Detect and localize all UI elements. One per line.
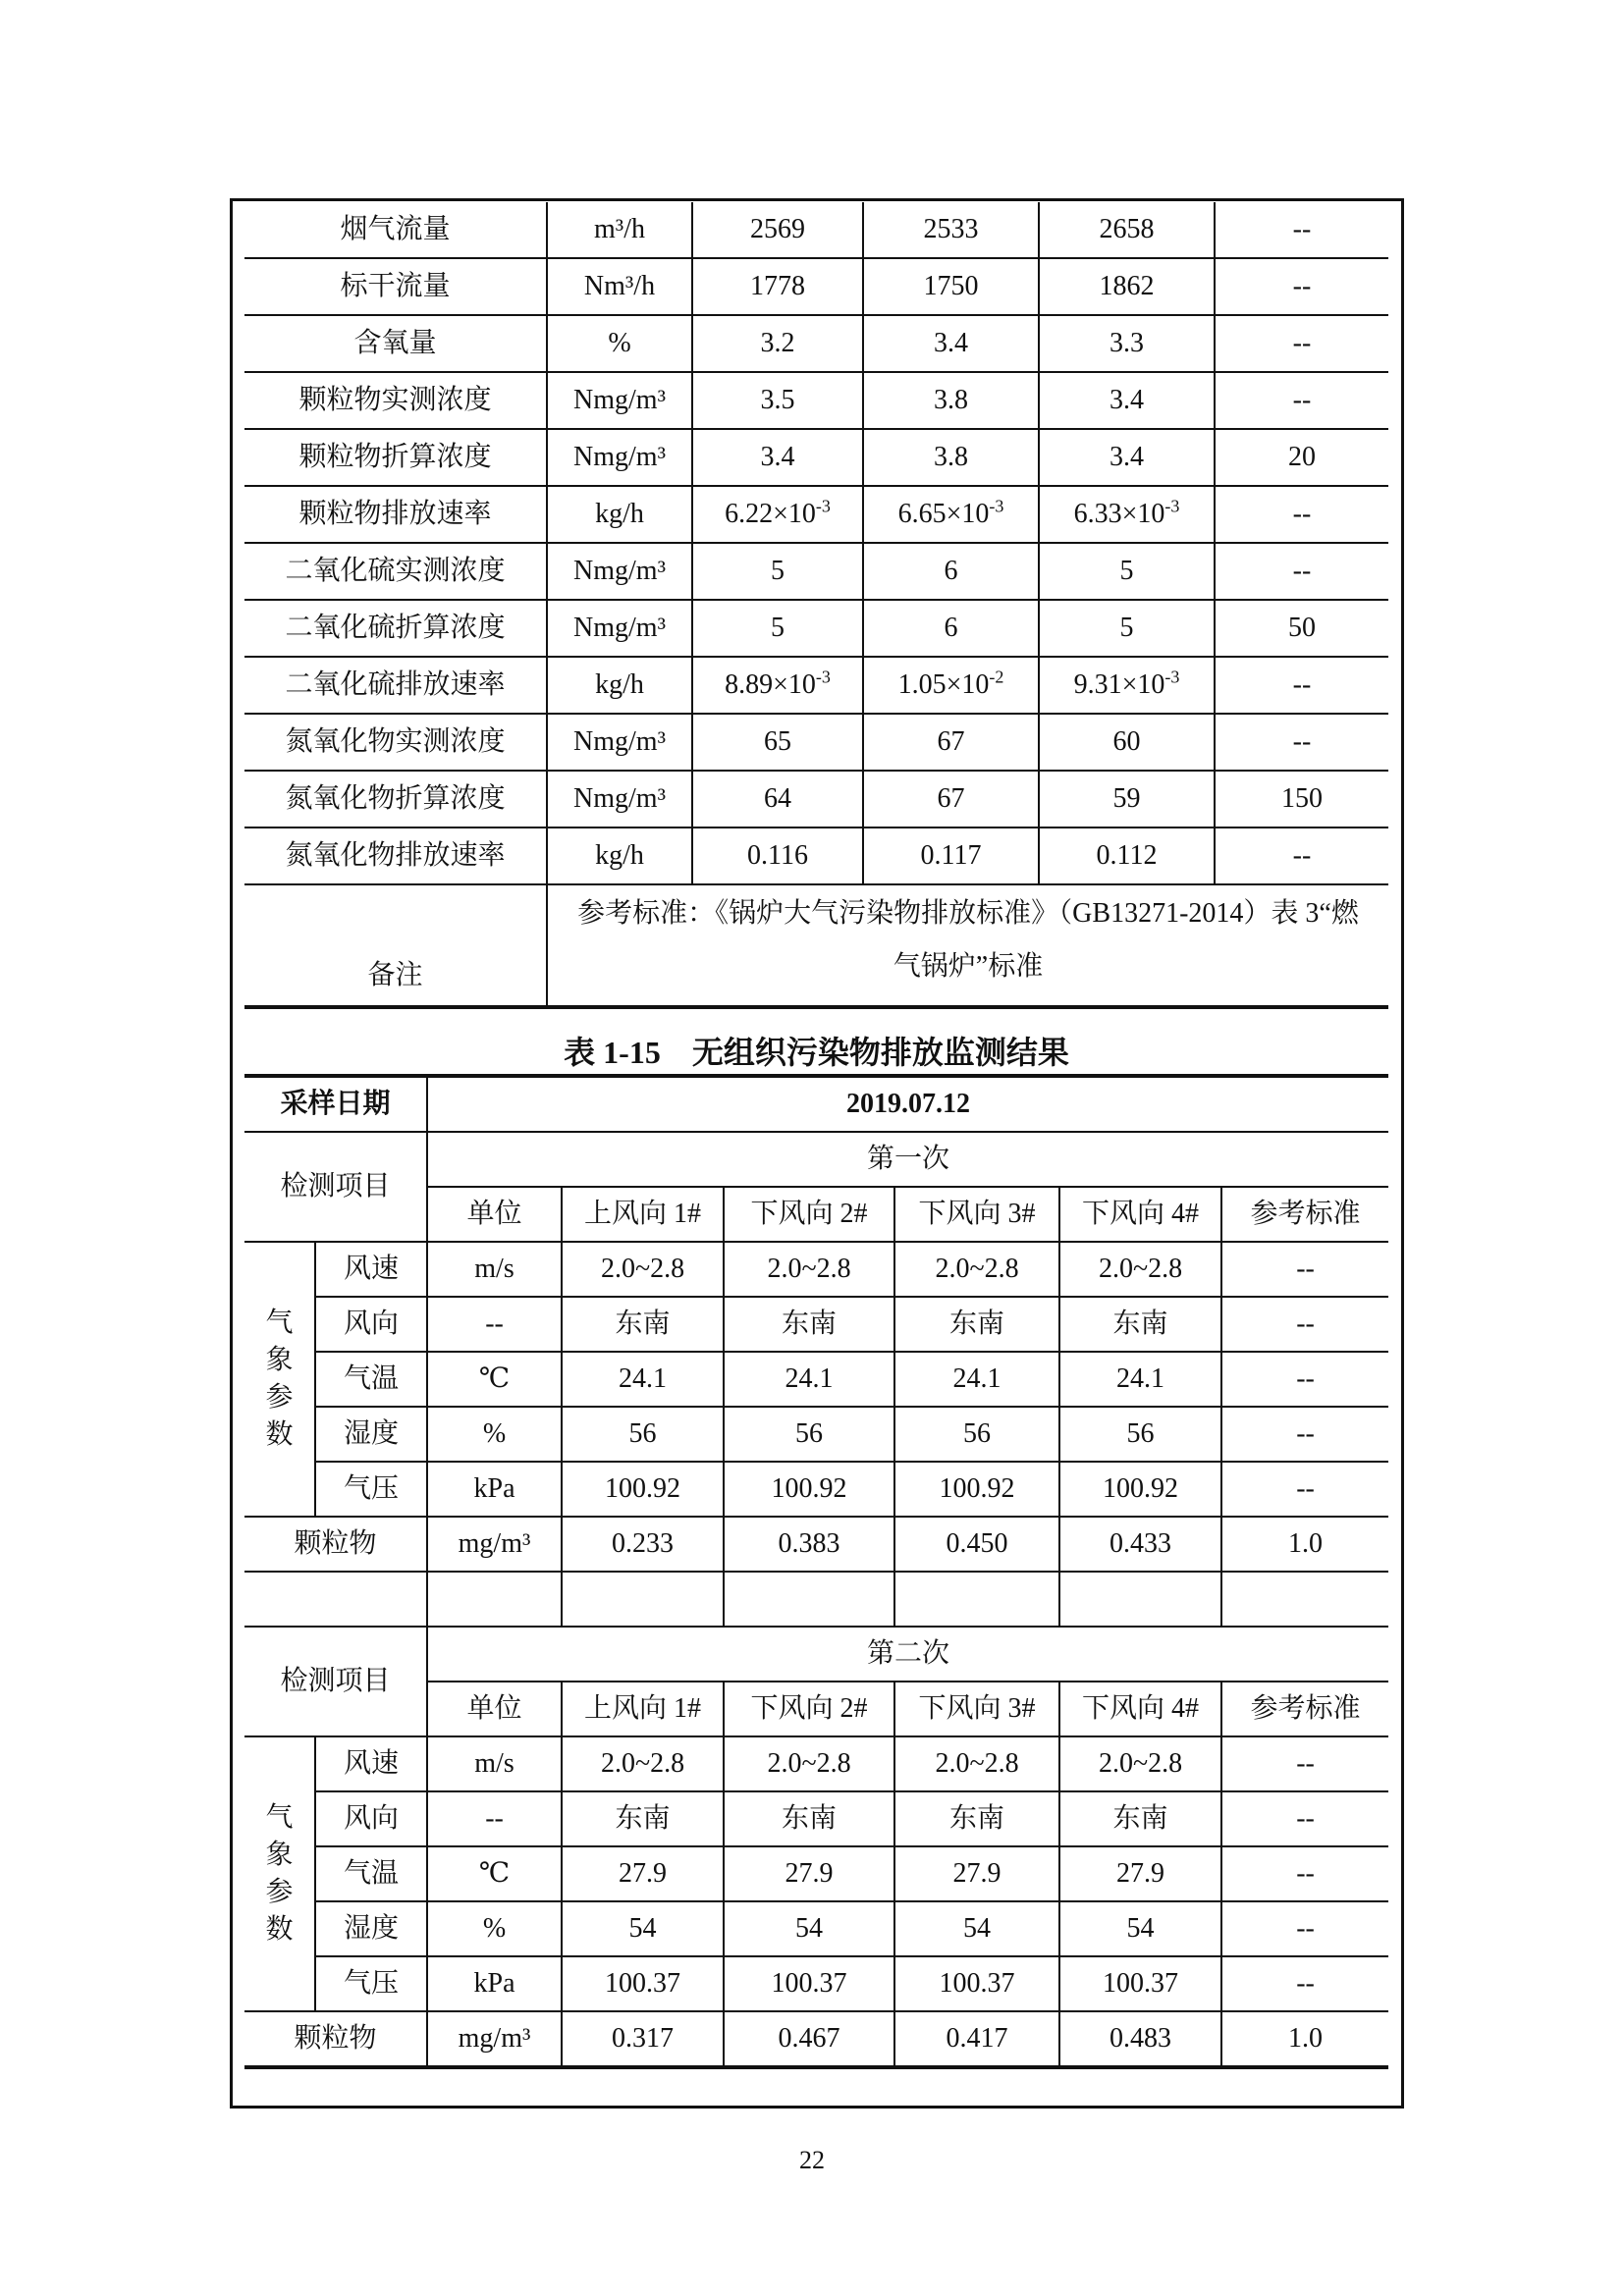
value-cell: 东南 bbox=[562, 1791, 724, 1846]
item-cell: 氮氧化物折算浓度 bbox=[244, 771, 547, 828]
weather-label-char: 象 bbox=[265, 1840, 294, 1870]
empty-cell bbox=[1059, 1572, 1221, 1627]
pm-name: 颗粒物 bbox=[244, 2011, 427, 2067]
value-cell: 3.4 bbox=[863, 315, 1039, 372]
value-cell: 2.0~2.8 bbox=[562, 1736, 724, 1791]
item-cell: 含氧量 bbox=[244, 315, 547, 372]
value-cell: 5 bbox=[1039, 543, 1215, 600]
empty-cell bbox=[894, 1572, 1059, 1627]
value-cell: 65 bbox=[692, 714, 863, 771]
value-cell: 东南 bbox=[894, 1297, 1059, 1352]
table-row bbox=[244, 315, 1388, 372]
value-cell: 27.9 bbox=[562, 1846, 724, 1901]
table-row bbox=[244, 1242, 1388, 1297]
item-cell: 标干流量 bbox=[244, 258, 547, 315]
unit-cell: ℃ bbox=[427, 1352, 562, 1407]
value-cell: 3.4 bbox=[1039, 429, 1215, 486]
value-cell: 1750 bbox=[863, 258, 1039, 315]
item-cell: 二氧化硫排放速率 bbox=[244, 657, 547, 714]
item-label: 检测项目 bbox=[244, 1132, 427, 1242]
unit-cell: Nmg/m³ bbox=[547, 429, 692, 486]
value-cell: 56 bbox=[724, 1407, 894, 1462]
table-row bbox=[244, 486, 1388, 543]
value-cell: 27.9 bbox=[724, 1846, 894, 1901]
empty-cell bbox=[1221, 1572, 1388, 1627]
standard-cell: -- bbox=[1221, 1462, 1388, 1517]
header-cell: 参考标准 bbox=[1221, 1682, 1388, 1736]
item-cell: 氮氧化物排放速率 bbox=[244, 828, 547, 884]
header-cell: 下风向 2# bbox=[724, 1682, 894, 1736]
value-cell: 3.3 bbox=[1039, 315, 1215, 372]
table-row bbox=[244, 657, 1388, 714]
table-row bbox=[244, 1407, 1388, 1462]
param-name: 风速 bbox=[315, 1736, 427, 1791]
standard-cell: -- bbox=[1221, 1736, 1388, 1791]
item-cell: 氮氧化物实测浓度 bbox=[244, 714, 547, 771]
param-name: 气压 bbox=[315, 1956, 427, 2011]
note-text bbox=[547, 884, 1388, 1007]
value-cell: 2.0~2.8 bbox=[894, 1242, 1059, 1297]
item-cell: 烟气流量 bbox=[340, 213, 451, 244]
param-name: 风向 bbox=[315, 1791, 427, 1846]
value-cell: 3.8 bbox=[863, 429, 1039, 486]
value-cell: 100.37 bbox=[1059, 1956, 1221, 2011]
standard-cell: -- bbox=[1221, 1242, 1388, 1297]
unit-cell: Nmg/m³ bbox=[547, 372, 692, 429]
standard-cell: -- bbox=[1221, 1846, 1388, 1901]
value-cell: 2.0~2.8 bbox=[724, 1242, 894, 1297]
item-cell: 二氧化硫实测浓度 bbox=[244, 543, 547, 600]
value-cell: 60 bbox=[1039, 714, 1215, 771]
table-row bbox=[244, 1627, 1388, 1682]
standard-cell: -- bbox=[1215, 543, 1388, 600]
value-cell: 27.9 bbox=[894, 1846, 1059, 1901]
param-name: 风速 bbox=[315, 1242, 427, 1297]
value-cell: 2.0~2.8 bbox=[1059, 1242, 1221, 1297]
standard-cell: -- bbox=[1221, 1901, 1388, 1956]
value-cell: 64 bbox=[692, 771, 863, 828]
value-cell: 东南 bbox=[562, 1297, 724, 1352]
value-cell: 6 bbox=[863, 600, 1039, 657]
unit-cell: -- bbox=[427, 1297, 562, 1352]
unit-cell: kg/h bbox=[547, 486, 692, 543]
standard-cell: -- bbox=[1215, 315, 1388, 372]
header-cell: 上风向 1# bbox=[562, 1682, 724, 1736]
table-row bbox=[244, 1736, 1388, 1791]
unit-cell: Nm³/h bbox=[547, 258, 692, 315]
value-cell: 100.37 bbox=[724, 1956, 894, 2011]
fugitive-emission-table bbox=[244, 1074, 1388, 2103]
value-cell: 56 bbox=[562, 1407, 724, 1462]
value-cell: 100.92 bbox=[562, 1462, 724, 1517]
standard-cell: 1.0 bbox=[1221, 1517, 1388, 1572]
value-cell: 54 bbox=[562, 1901, 724, 1956]
note-line: 气锅炉”标准 bbox=[893, 951, 1044, 982]
weather-label-char: 参 bbox=[265, 1382, 294, 1413]
table-row bbox=[244, 2011, 1388, 2067]
table-row bbox=[244, 1791, 1388, 1846]
value-cell: $1.05\times 10^{-2}$ bbox=[863, 657, 1039, 714]
note-row bbox=[244, 884, 1388, 1007]
unit-cell: mg/m³ bbox=[427, 1517, 562, 1572]
table-row bbox=[244, 543, 1388, 600]
standard-cell: -- bbox=[1215, 486, 1388, 543]
value-cell: 67 bbox=[863, 771, 1039, 828]
unit-cell: % bbox=[427, 1407, 562, 1462]
table-row bbox=[244, 1462, 1388, 1517]
value-cell: 24.1 bbox=[562, 1352, 724, 1407]
unit-cell: m/s bbox=[427, 1242, 562, 1297]
round-label: 第二次 bbox=[427, 1627, 1388, 1682]
value-cell: 5 bbox=[692, 543, 863, 600]
value-cell: 0.116 bbox=[692, 828, 863, 884]
unit-cell: % bbox=[427, 1901, 562, 1956]
standard-cell: -- bbox=[1215, 202, 1388, 258]
value-cell: 东南 bbox=[724, 1791, 894, 1846]
standard-cell: 50 bbox=[1215, 600, 1388, 657]
value-cell: 3.2 bbox=[692, 315, 863, 372]
table-row bbox=[244, 258, 1388, 315]
round-label: 第一次 bbox=[427, 1132, 1388, 1187]
value-cell: 0.233 bbox=[562, 1517, 724, 1572]
header-cell: 下风向 2# bbox=[724, 1187, 894, 1242]
empty-cell bbox=[724, 1572, 894, 1627]
value-cell: 5 bbox=[692, 600, 863, 657]
boiler-emission-table bbox=[244, 202, 1388, 1009]
table-row bbox=[244, 372, 1388, 429]
standard-cell: 1.0 bbox=[1221, 2011, 1388, 2067]
value-cell: 100.37 bbox=[562, 1956, 724, 2011]
note-label: 备注 bbox=[244, 884, 547, 1007]
header-cell: 下风向 4# bbox=[1059, 1682, 1221, 1736]
standard-cell: -- bbox=[1221, 1956, 1388, 2011]
value-cell: 2.0~2.8 bbox=[724, 1736, 894, 1791]
value-cell: 0.117 bbox=[863, 828, 1039, 884]
weather-label-char: 象 bbox=[265, 1345, 294, 1375]
standard-cell: -- bbox=[1215, 258, 1388, 315]
value-cell: 3.8 bbox=[863, 372, 1039, 429]
value-cell: 2.0~2.8 bbox=[894, 1736, 1059, 1791]
unit-cell: Nmg/m³ bbox=[547, 714, 692, 771]
value-cell: 6 bbox=[863, 543, 1039, 600]
standard-cell: -- bbox=[1215, 372, 1388, 429]
value-cell: 100.92 bbox=[724, 1462, 894, 1517]
item-cell: 颗粒物排放速率 bbox=[244, 486, 547, 543]
value-cell: 3.4 bbox=[1039, 372, 1215, 429]
value-cell: 2533 bbox=[863, 202, 1039, 258]
table-row bbox=[244, 1517, 1388, 1572]
param-name: 气温 bbox=[315, 1352, 427, 1407]
table-row bbox=[244, 1901, 1388, 1956]
value-cell: 54 bbox=[894, 1901, 1059, 1956]
pm-name: 颗粒物 bbox=[244, 1517, 427, 1572]
value-cell: 100.92 bbox=[894, 1462, 1059, 1517]
header-cell: 下风向 3# bbox=[894, 1187, 1059, 1242]
table-title: 表 1-15 无组织污染物排放监测结果 bbox=[564, 1035, 1069, 1070]
empty-cell bbox=[562, 1572, 724, 1627]
note-line: 参考标准：《锅炉大气污染物排放标准》（GB13271-2014）表 3“燃 bbox=[577, 898, 1359, 929]
unit-cell: Nmg/m³ bbox=[547, 771, 692, 828]
empty-cell bbox=[244, 1572, 427, 1627]
standard-cell: -- bbox=[1221, 1407, 1388, 1462]
standard-cell: -- bbox=[1221, 1352, 1388, 1407]
value-cell: 2569 bbox=[692, 202, 863, 258]
param-name: 湿度 bbox=[315, 1407, 427, 1462]
value-cell: 56 bbox=[894, 1407, 1059, 1462]
param-name: 气温 bbox=[315, 1846, 427, 1901]
value-cell: 0.112 bbox=[1039, 828, 1215, 884]
value-cell: 67 bbox=[863, 714, 1039, 771]
table-row bbox=[244, 1846, 1388, 1901]
value-cell: 1862 bbox=[1039, 258, 1215, 315]
table-row bbox=[244, 1352, 1388, 1407]
unit-cell: kg/h bbox=[547, 828, 692, 884]
value-cell: 0.450 bbox=[894, 1517, 1059, 1572]
unit-cell: Nmg/m³ bbox=[547, 600, 692, 657]
param-name: 风向 bbox=[315, 1297, 427, 1352]
value-cell: 54 bbox=[1059, 1901, 1221, 1956]
value-cell: 3.4 bbox=[692, 429, 863, 486]
item-label: 检测项目 bbox=[244, 1627, 427, 1736]
standard-cell: -- bbox=[1215, 657, 1388, 714]
table-row bbox=[244, 429, 1388, 486]
table-row bbox=[244, 1076, 1388, 1132]
unit-cell: kPa bbox=[427, 1956, 562, 2011]
table-row bbox=[244, 828, 1388, 884]
value-cell: 54 bbox=[724, 1901, 894, 1956]
item-cell: 颗粒物实测浓度 bbox=[244, 372, 547, 429]
unit-cell: kPa bbox=[427, 1462, 562, 1517]
value-cell: 3.5 bbox=[692, 372, 863, 429]
weather-params-label bbox=[244, 1736, 315, 2011]
value-cell: $6.65\times 10^{-3}$ bbox=[863, 486, 1039, 543]
item-cell: 二氧化硫折算浓度 bbox=[244, 600, 547, 657]
value-cell: $9.31\times 10^{-3}$ bbox=[1039, 657, 1215, 714]
value-cell: 0.383 bbox=[724, 1517, 894, 1572]
value-cell: 2.0~2.8 bbox=[1059, 1736, 1221, 1791]
table-row bbox=[244, 771, 1388, 828]
value-cell: 东南 bbox=[1059, 1297, 1221, 1352]
value-cell: 100.92 bbox=[1059, 1462, 1221, 1517]
value-cell: 东南 bbox=[894, 1791, 1059, 1846]
param-name: 湿度 bbox=[315, 1901, 427, 1956]
value-cell: 0.467 bbox=[724, 2011, 894, 2067]
empty-cell bbox=[427, 1572, 562, 1627]
page-number: 22 bbox=[799, 2146, 825, 2174]
unit-cell: % bbox=[547, 315, 692, 372]
unit-cell: -- bbox=[427, 1791, 562, 1846]
unit-cell: m/s bbox=[427, 1736, 562, 1791]
date-value: 2019.07.12 bbox=[427, 1076, 1388, 1132]
value-cell: 0.433 bbox=[1059, 1517, 1221, 1572]
unit-cell: Nmg/m³ bbox=[547, 543, 692, 600]
date-label: 采样日期 bbox=[244, 1076, 427, 1132]
weather-label-char: 数 bbox=[265, 1914, 294, 1945]
weather-params-label bbox=[244, 1242, 315, 1517]
value-cell: 0.317 bbox=[562, 2011, 724, 2067]
unit-cell: mg/m³ bbox=[427, 2011, 562, 2067]
unit-cell: m³/h bbox=[547, 202, 692, 258]
value-cell: 0.483 bbox=[1059, 2011, 1221, 2067]
value-cell: 2658 bbox=[1039, 202, 1215, 258]
header-cell: 上风向 1# bbox=[562, 1187, 724, 1242]
standard-cell: 20 bbox=[1215, 429, 1388, 486]
weather-label-char: 数 bbox=[265, 1419, 294, 1450]
standard-cell: 150 bbox=[1215, 771, 1388, 828]
table-row bbox=[244, 1132, 1388, 1187]
standard-cell: -- bbox=[1215, 828, 1388, 884]
value-cell: $8.89\times 10^{-3}$ bbox=[692, 657, 863, 714]
standard-cell: -- bbox=[1215, 714, 1388, 771]
value-cell: 1778 bbox=[692, 258, 863, 315]
table-row bbox=[244, 714, 1388, 771]
weather-label-char: 参 bbox=[265, 1877, 294, 1907]
param-name: 气压 bbox=[315, 1462, 427, 1517]
table-row bbox=[244, 2067, 1388, 2103]
value-cell: 56 bbox=[1059, 1407, 1221, 1462]
spacer-cell bbox=[244, 2067, 1388, 2103]
table-row bbox=[244, 202, 1388, 258]
value-cell: $6.22\times 10^{-3}$ bbox=[692, 486, 863, 543]
header-cell: 参考标准 bbox=[1221, 1187, 1388, 1242]
value-cell: 0.417 bbox=[894, 2011, 1059, 2067]
unit-cell: ℃ bbox=[427, 1846, 562, 1901]
value-cell: 5 bbox=[1039, 600, 1215, 657]
value-cell: 24.1 bbox=[1059, 1352, 1221, 1407]
table-row bbox=[244, 600, 1388, 657]
value-cell: 东南 bbox=[1059, 1791, 1221, 1846]
header-cell: 下风向 4# bbox=[1059, 1187, 1221, 1242]
value-cell: $6.33\times 10^{-3}$ bbox=[1039, 486, 1215, 543]
value-cell: 东南 bbox=[724, 1297, 894, 1352]
unit-cell: kg/h bbox=[547, 657, 692, 714]
standard-cell: -- bbox=[1221, 1297, 1388, 1352]
value-cell: 24.1 bbox=[894, 1352, 1059, 1407]
header-cell: 单位 bbox=[427, 1187, 562, 1242]
header-cell: 下风向 3# bbox=[894, 1682, 1059, 1736]
item-cell: 颗粒物折算浓度 bbox=[244, 429, 547, 486]
table-row bbox=[244, 1297, 1388, 1352]
value-cell: 100.37 bbox=[894, 1956, 1059, 2011]
header-cell: 单位 bbox=[427, 1682, 562, 1736]
standard-cell: -- bbox=[1221, 1791, 1388, 1846]
value-cell: 2.0~2.8 bbox=[562, 1242, 724, 1297]
table-row bbox=[244, 1956, 1388, 2011]
table-row bbox=[244, 1572, 1388, 1627]
value-cell: 59 bbox=[1039, 771, 1215, 828]
weather-label-char: 气 bbox=[265, 1802, 294, 1833]
value-cell: 27.9 bbox=[1059, 1846, 1221, 1901]
weather-label-char: 气 bbox=[265, 1308, 294, 1338]
value-cell: 24.1 bbox=[724, 1352, 894, 1407]
